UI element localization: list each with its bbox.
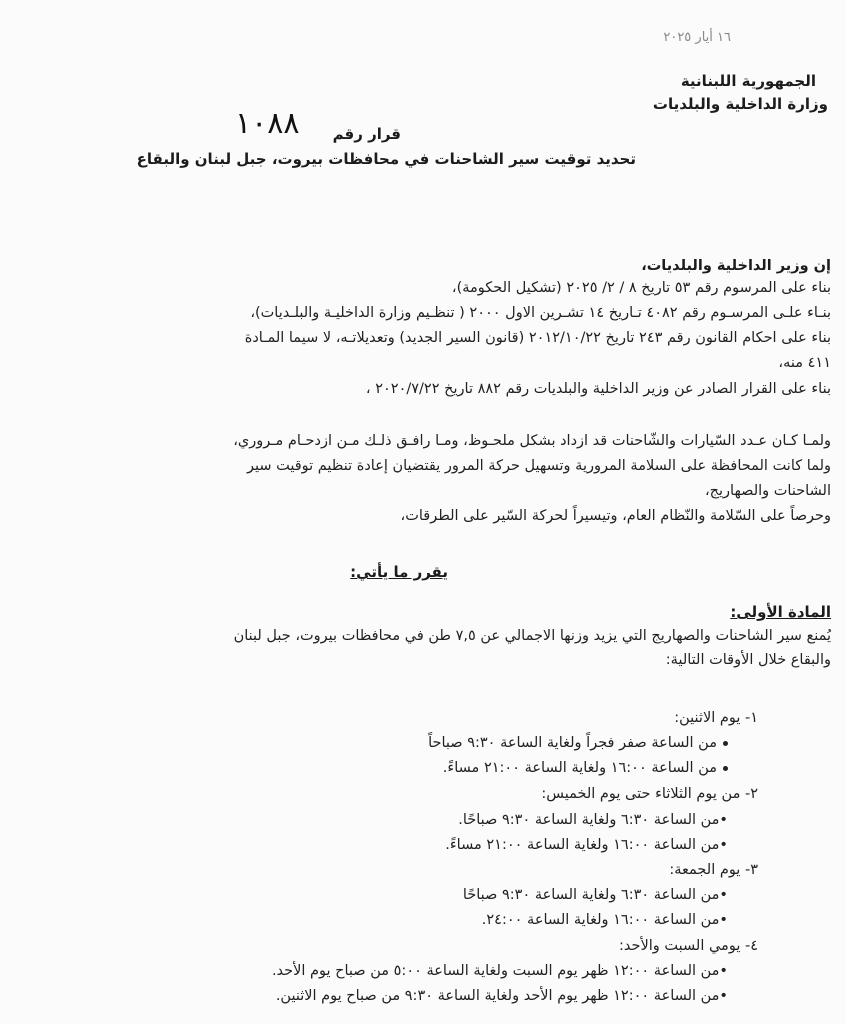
bullet-icon xyxy=(723,741,728,746)
country-name: الجمهورية اللبنانية xyxy=(680,72,816,90)
article-one-title: المادة الأولى: xyxy=(730,603,831,621)
schedule-item: •من الساعة ١٢:٠٠ ظهر يوم السبت ولغاية الساعة ٥:٠٠ من صباح يوم الأحد. xyxy=(271,963,728,979)
decision-label: قرار رقم xyxy=(332,125,401,143)
schedule-item: •من الساعة ١٢:٠٠ ظهر يوم الأحد ولغاية الساعة ٩:٣٠ من صباح يوم الاثنين. xyxy=(275,988,728,1004)
ministry-name: وزارة الداخلية والبلديات xyxy=(652,95,828,113)
preamble-line: بناء على احكام القانون رقم ٢٤٣ تاريخ ٢٠١٢/١٠/٢٢ (قانون السير الجديد) وتعديلاتـه، لا سيما المـادة xyxy=(244,330,831,346)
schedule-item: •من الساعة ١٦:٠٠ ولغاية الساعة ٢٤:٠٠. xyxy=(481,912,728,928)
schedule-heading-tue-thu: ٢- من يوم الثلاثاء حتى يوم الخميس: xyxy=(541,786,758,802)
preamble-line: بنـاء علـى المرسـوم رقم ٤٠٨٢ تـاريخ ١٤ تشـرين الاول ٢٠٠٠ ( تنظـيم وزارة الداخليـة والبلـديات)، xyxy=(250,305,831,321)
article-one-text: يُمنع سير الشاحنات والصهاريج التي يزيد وزنها الاجمالي عن ٧,٥ طن في محافظات بيروت، جبل لبنان xyxy=(233,628,831,644)
preamble-line: بناء على المرسوم رقم ٥٣ تاريخ ٨ / ٢/ ٢٠٢٥ (تشكيل الحكومة)، xyxy=(451,280,831,296)
preamble-line: ٤١١ منه، xyxy=(778,355,831,371)
schedule-item: •من الساعة ٦:٣٠ ولغاية الساعة ٩:٣٠ صباحًا xyxy=(462,887,728,903)
decision-title: تحديد توقيت سير الشاحنات في محافظات بيروت، جبل لبنان والبقاع xyxy=(136,150,636,168)
reason-line: ولما كانت المحافظة على السلامة المرورية وتسهيل حركة المرور يقتضيان إعادة تنظيم توقيت سير xyxy=(246,458,831,474)
reason-line: وحرصاً على السّلامة والنّظام العام، وتيسيراً لحركة السّير على الطرقات، xyxy=(400,508,831,524)
preamble-opening: إن وزير الداخلية والبلديات، xyxy=(641,258,831,274)
schedule-item: •من الساعة ٦:٣٠ ولغاية الساعة ٩:٣٠ صباحًا. xyxy=(458,812,728,828)
date-stamp: ١٦ أيار ٢٠٢٥ xyxy=(663,30,731,45)
schedule-item: من الساعة صفر فجراً ولغاية الساعة ٩:٣٠ صباحاً xyxy=(428,735,728,751)
reason-line: الشاحنات والصهاريج، xyxy=(704,483,831,499)
reason-line: ولمـا كـان عـدد السّيارات والشّاحنات قد ازداد بشكل ملحـوظ، ومـا رافـق ذلـك مـن ازدحـام مـروري، xyxy=(233,433,831,449)
schedule-heading-friday: ٣- يوم الجمعة: xyxy=(669,862,758,878)
schedule-item: من الساعة ١٦:٠٠ ولغاية الساعة ٢١:٠٠ مساءً. xyxy=(443,760,728,776)
schedule-item: •من الساعة ١٦:٠٠ ولغاية الساعة ٢١:٠٠ مساءً. xyxy=(445,837,728,853)
decides-heading: يقرر ما يأتي: xyxy=(350,563,448,581)
schedule-heading-weekend: ٤- يومي السبت والأحد: xyxy=(619,938,758,954)
preamble-line: بناء على القرار الصادر عن وزير الداخلية والبلديات رقم ٨٨٢ تاريخ ٢٠٢٠/٧/٢٢ ، xyxy=(365,381,831,397)
decision-number-handwritten: ١٠٨٨ xyxy=(235,106,300,141)
schedule-heading-monday: ١- يوم الاثنين: xyxy=(674,710,758,726)
bullet-icon xyxy=(723,766,728,771)
article-one-text: والبقاع خلال الأوقات التالية: xyxy=(665,652,831,668)
